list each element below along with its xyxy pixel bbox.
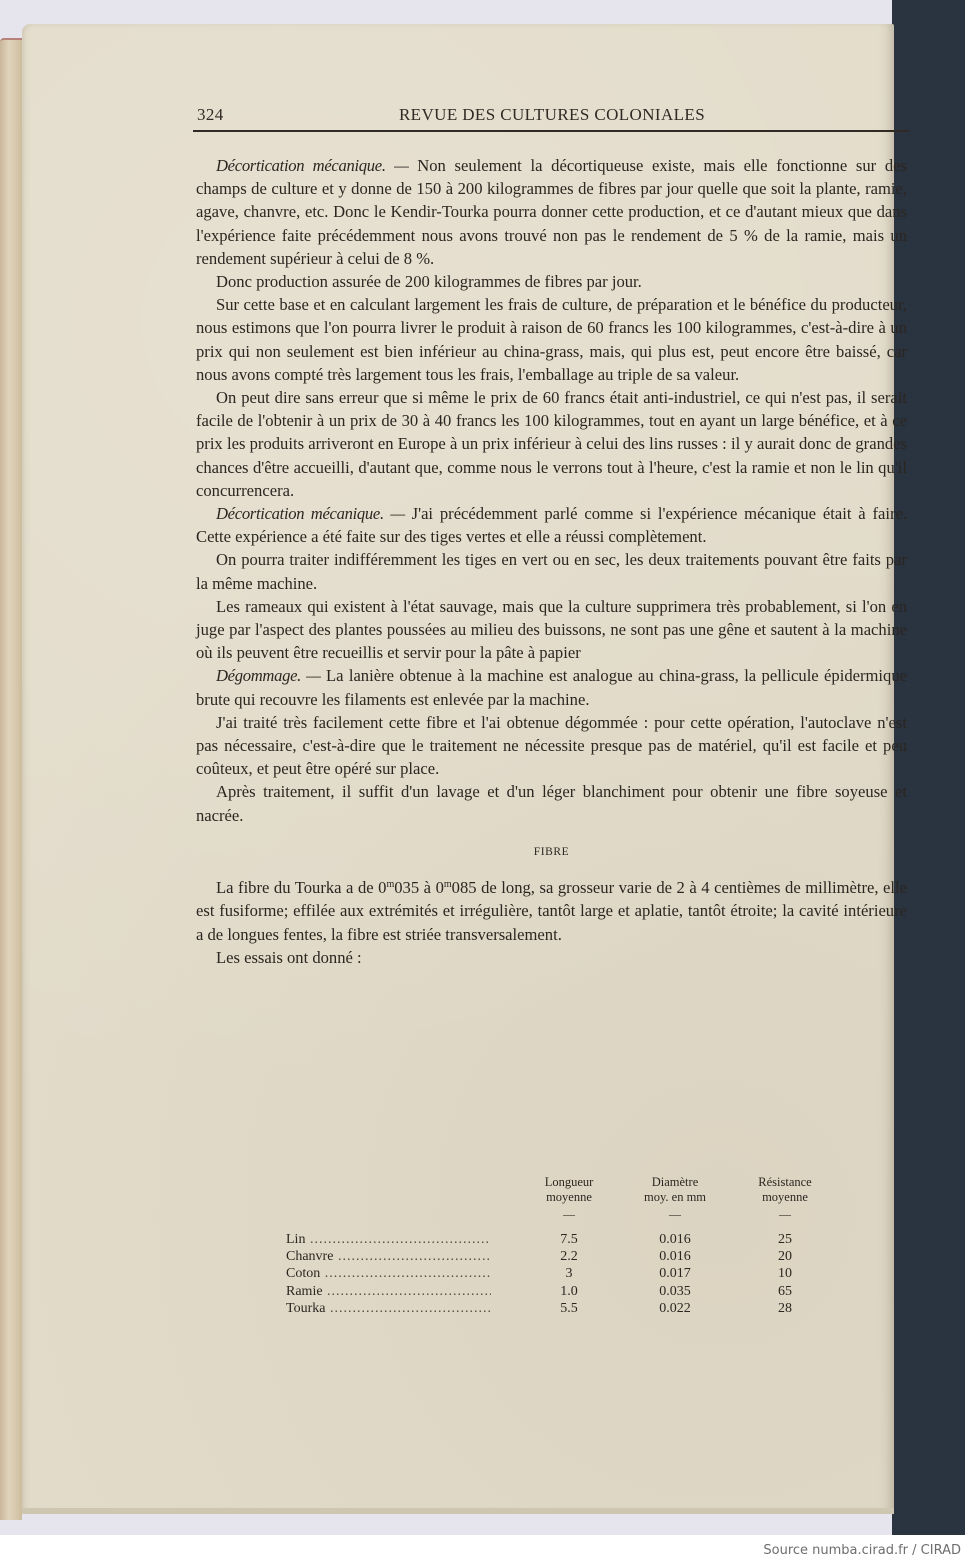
paragraph-text: J'ai précédemment parlé comme si l'expérience mécanique était à faire. Cette expérience a été faite sur des tiges vertes et elle a réussi complètement. bbox=[196, 504, 907, 547]
header-line: Diamètre bbox=[651, 1175, 699, 1189]
running-header bbox=[197, 105, 907, 127]
table-row bbox=[286, 1283, 826, 1300]
row-label bbox=[286, 1248, 491, 1265]
cell-diametre: 0.017 bbox=[659, 1266, 691, 1282]
table-row bbox=[286, 1248, 826, 1265]
book-spine bbox=[0, 38, 22, 1520]
cell-longueur: 3 bbox=[565, 1266, 573, 1282]
cell-longueur: 1.0 bbox=[560, 1283, 578, 1299]
cell-diametre: 0.022 bbox=[659, 1300, 691, 1316]
leader-dots bbox=[305, 1232, 491, 1247]
table-row bbox=[286, 1265, 826, 1282]
paragraph-lead: Décortication mécanique. — bbox=[216, 156, 409, 175]
paragraph-text: Après traitement, il suffit d'un lavage et d'un léger blanchiment pour obtenir une fibre soyeuse et nacrée. bbox=[196, 782, 907, 825]
paragraph-text: On peut dire sans erreur que si même le prix de 60 francs était anti-industriel, ce qui n'est pas, il serait facile de l'obtenir à un prix de 30 à 40 francs les 100 kilogrammes, tout en ayant un large bénéfice, et à ce prix les produits arriveront en Europe à un prix inférieur à celui des lins russes : il y aurait donc de grandes chances d'être accueilli, d'autant que, comme nous le verrons tout à l'heure, c'est la ramie et non le lin qu'il concurrencera. bbox=[196, 388, 907, 500]
fibre-name: Chanvre bbox=[286, 1249, 334, 1265]
leader-dots bbox=[320, 1266, 491, 1281]
paragraph-text: 085 de long, sa grosseur varie de 2 à 4 centièmes de millimètre, elle est fusiforme; effilée aux extrémités et irrégulière, tantôt large et aplatie, tantôt étroite; la cavité intérieure a de longues fentes, la fibre est striée transversalement. bbox=[196, 878, 907, 944]
header-rule bbox=[193, 130, 909, 132]
leader-dots bbox=[325, 1301, 491, 1316]
paragraph bbox=[196, 154, 907, 270]
paragraph-lead: Décortication mécanique. — bbox=[216, 504, 405, 524]
paragraph bbox=[196, 270, 907, 293]
row-label bbox=[286, 1231, 491, 1248]
paragraph-text: La lanière obtenue à la machine est analogue au china-grass, la pellicule épidermique brute qui recouvre les filaments est enlevée par la machine. bbox=[196, 666, 907, 709]
header-dash: — bbox=[563, 1207, 575, 1221]
fibre-name: Lin bbox=[286, 1232, 306, 1247]
header-line: moyenne bbox=[546, 1190, 592, 1204]
paragraph-text: Sur cette base et en calculant largement les frais de culture, de préparation et le bénéfice du producteur, nous estimons que l'on pourra livrer le produit à raison de 60 francs les 100 kilogrammes, c'est-à-dire à un prix qui non seulement est bien inférieur au china-grass, mais, qui plus est, peut encore être baissé, car nous avons compté très largement tous les frais, l'emballage au triple de sa valeur. bbox=[196, 295, 907, 384]
paragraph bbox=[196, 386, 907, 502]
paragraph bbox=[196, 595, 907, 665]
leader-dots bbox=[323, 1284, 491, 1299]
leader-dots bbox=[333, 1249, 491, 1264]
paragraph-text: Les essais ont donné : bbox=[216, 947, 362, 967]
section-title: FIBRE bbox=[533, 845, 570, 858]
paragraph bbox=[196, 664, 907, 710]
row-label bbox=[286, 1265, 491, 1282]
paragraph-text: Les rameaux qui existent à l'état sauvage, mais que la culture supprimera très probablement, si l'on en juge par l'aspect des plantes poussées au milieu des buissons, ne sont pas une gêne et sautent à la machine où ils peuvent être recueillis et servir pour la pâte à papier bbox=[196, 596, 907, 663]
page-edge bbox=[22, 1508, 894, 1514]
cell-longueur: 2.2 bbox=[560, 1249, 578, 1265]
header-line: Résistance bbox=[758, 1175, 812, 1189]
source-credit: Source numba.cirad.fr / CIRAD bbox=[763, 1543, 961, 1558]
paragraph bbox=[196, 711, 907, 781]
paragraph bbox=[196, 780, 907, 826]
page-number: 324 bbox=[197, 105, 224, 124]
fibre-name: Ramie bbox=[286, 1283, 323, 1299]
cell-resistance: 25 bbox=[778, 1232, 792, 1247]
paragraph-text: 035 à 0 bbox=[394, 878, 444, 898]
fibre-name: Coton bbox=[286, 1266, 321, 1282]
column-header-longueur bbox=[514, 1175, 624, 1221]
paragraph bbox=[196, 293, 907, 386]
paragraph-text: La fibre du Tourka a de 0 bbox=[216, 878, 387, 898]
table-header bbox=[286, 1175, 826, 1231]
body-text bbox=[196, 154, 907, 969]
running-title: REVUE DES CULTURES COLONIALES bbox=[398, 105, 706, 124]
paragraph-text: On pourra traiter indifféremment les tiges en vert ou en sec, les deux traitements pouvant être faits par la même machine. bbox=[196, 550, 907, 593]
fibre-paragraph bbox=[196, 876, 907, 946]
paragraph-text: J'ai traité très facilement cette fibre et l'ai obtenue dégommée : pour cette opération, l'autoclave n'est pas nécessaire, c'est-à-dire que le traitement ne nécessite presque pas de matériel, qu'il est facile et peu coûteux, et peut être opéré sur place. bbox=[196, 712, 907, 779]
header-line: Longueur bbox=[544, 1175, 594, 1189]
paragraph-lead: Dégommage. — bbox=[216, 666, 321, 686]
fibre-comparison-table bbox=[286, 1175, 826, 1317]
header-dash: — bbox=[669, 1207, 681, 1221]
cell-resistance: 20 bbox=[778, 1249, 792, 1265]
header-line: moy. en mm bbox=[643, 1190, 707, 1204]
fibre-name: Tourka bbox=[286, 1300, 326, 1316]
column-header-diametre bbox=[620, 1175, 730, 1221]
cell-resistance: 28 bbox=[778, 1300, 792, 1316]
cell-resistance: 65 bbox=[778, 1283, 792, 1299]
cell-diametre: 0.035 bbox=[659, 1283, 691, 1299]
table-row bbox=[286, 1300, 826, 1317]
paragraph-text: Donc production assurée de 200 kilogrammes de fibres par jour. bbox=[216, 272, 642, 292]
essais-intro bbox=[196, 946, 907, 969]
paragraph bbox=[196, 502, 907, 548]
cell-longueur: 7.5 bbox=[560, 1232, 578, 1247]
cell-diametre: 0.016 bbox=[659, 1232, 691, 1247]
cell-longueur: 5.5 bbox=[560, 1300, 578, 1316]
header-dash: — bbox=[779, 1207, 791, 1221]
column-header-resistance bbox=[730, 1175, 840, 1221]
unit-superscript: m bbox=[386, 879, 395, 891]
paragraph bbox=[196, 548, 907, 594]
header-line: moyenne bbox=[762, 1190, 808, 1204]
row-label bbox=[286, 1300, 491, 1317]
row-label bbox=[286, 1283, 491, 1300]
cell-resistance: 10 bbox=[778, 1266, 792, 1282]
table-row bbox=[286, 1231, 826, 1248]
paragraph-text: Non seulement la décortiqueuse existe, mais elle fonctionne sur des champs de culture et y donne de 150 à 200 kilogrammes de fibres par jour quelle que soit la plante, ramie, agave, chanvre, etc. Donc le Kendir-Tourka pourra donner cette production, et ce d'autant mieux que dans l'expérience faite précédemment nous avons trouvé non pas le rendement de 5 % de la ramie, mais un rendement supérieur à celui de 8 %. bbox=[196, 156, 907, 268]
cell-diametre: 0.016 bbox=[659, 1249, 691, 1265]
unit-superscript: m bbox=[443, 879, 452, 891]
